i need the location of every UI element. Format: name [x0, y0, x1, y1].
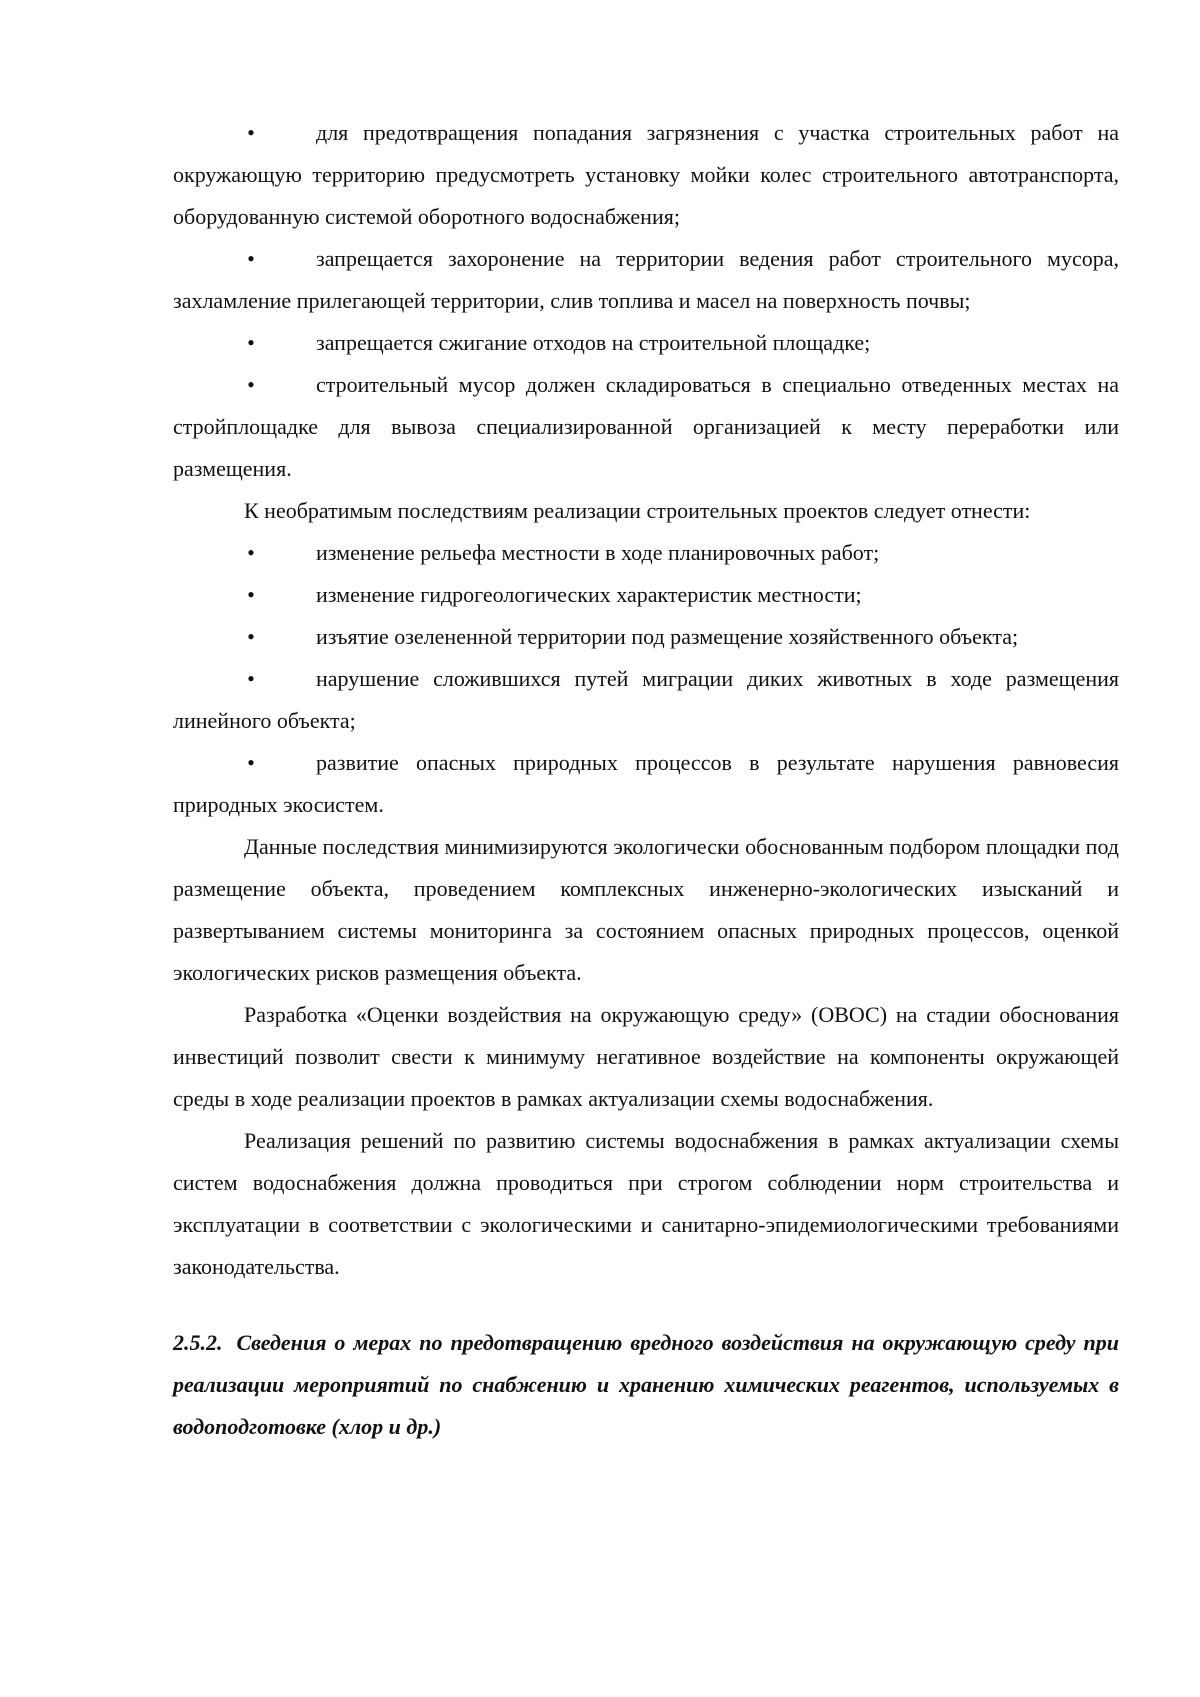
paragraph-realization: Реализация решений по развитию системы водоснабжения в рамках актуализации схемы систем водоснабжения должна проводиться при строгом соблюдении норм строительства и эксплуатации в соответствии с экологическими и санитарно-эпидемиологическими требованиями законодательства.	[173, 1128, 1119, 1279]
section-heading	[173, 1322, 1119, 1448]
list-item	[173, 616, 1119, 658]
list-item	[173, 322, 1119, 364]
bullet-icon: •	[247, 246, 255, 271]
list-item-text: развитие опасных природных процессов в результате нарушения равновесия природных экосистем.	[173, 750, 1119, 817]
list-item	[173, 532, 1119, 574]
list-item-text: запрещается захоронение на территории ведения работ строительного мусора, захламление прилегающей территории, слив топлива и масел на поверхность почвы;	[173, 246, 1119, 313]
list-item-text: для предотвращения попадания загрязнения с участка строительных работ на окружающую территорию предусмотреть установку мойки колес строительного автотранспорта, оборудованную системой оборотного водоснабжения;	[173, 120, 1119, 229]
document-page	[173, 112, 1119, 1448]
list-item-text: изменение гидрогеологических характеристик местности;	[316, 582, 862, 607]
bullet-icon: •	[247, 372, 255, 397]
paragraph-minimization: Данные последствия минимизируются экологически обоснованным подбором площадки под размещение объекта, проведением комплексных инженерно-экологических изысканий и развертыванием системы мониторинга за состоянием опасных природных процессов, оценкой экологических рисков размещения объекта.	[173, 834, 1119, 985]
list-item	[173, 238, 1119, 322]
list-item	[173, 112, 1119, 238]
list-item-text: изъятие озелененной территории под размещение хозяйственного объекта;	[316, 624, 1019, 649]
list-item-text: строительный мусор должен складироваться в специально отведенных местах на стройплощадке для вывоза специализированной организацией к месту переработки или размещения.	[173, 372, 1119, 481]
list-item-text: запрещается сжигание отходов на строительной площадке;	[316, 330, 871, 355]
paragraph-irreversible-consequences: К необратимым последствиям реализации строительных проектов следует отнести:	[244, 498, 1031, 523]
bullet-icon: •	[247, 540, 255, 565]
list-item	[173, 742, 1119, 826]
bullet-icon: •	[247, 582, 255, 607]
list-item	[173, 574, 1119, 616]
bullet-icon: •	[247, 330, 255, 355]
list-item-text: изменение рельефа местности в ходе планировочных работ;	[316, 540, 880, 565]
paragraph-ovos: Разработка «Оценки воздействия на окружающую среду» (ОВОС) на стадии обоснования инвестиций позволит свести к минимуму негативное воздействие на компоненты окружающей среды в ходе реализации проектов в рамках актуализации схемы водоснабжения.	[173, 1002, 1119, 1111]
bullet-icon: •	[247, 750, 255, 775]
section-title: Сведения о мерах по предотвращению вредного воздействия на окружающую среду при реализации мероприятий по снабжению и хранению химических реагентов, используемых в водоподготовке (хлор и др.)	[173, 1330, 1119, 1439]
list-item	[173, 364, 1119, 490]
section-number: 2.5.2.	[173, 1330, 223, 1355]
bullet-icon: •	[247, 666, 255, 691]
bullet-icon: •	[247, 120, 255, 145]
list-item-text: нарушение сложившихся путей миграции диких животных в ходе размещения линейного объекта;	[173, 666, 1119, 733]
bullet-icon: •	[247, 624, 255, 649]
list-item	[173, 658, 1119, 742]
